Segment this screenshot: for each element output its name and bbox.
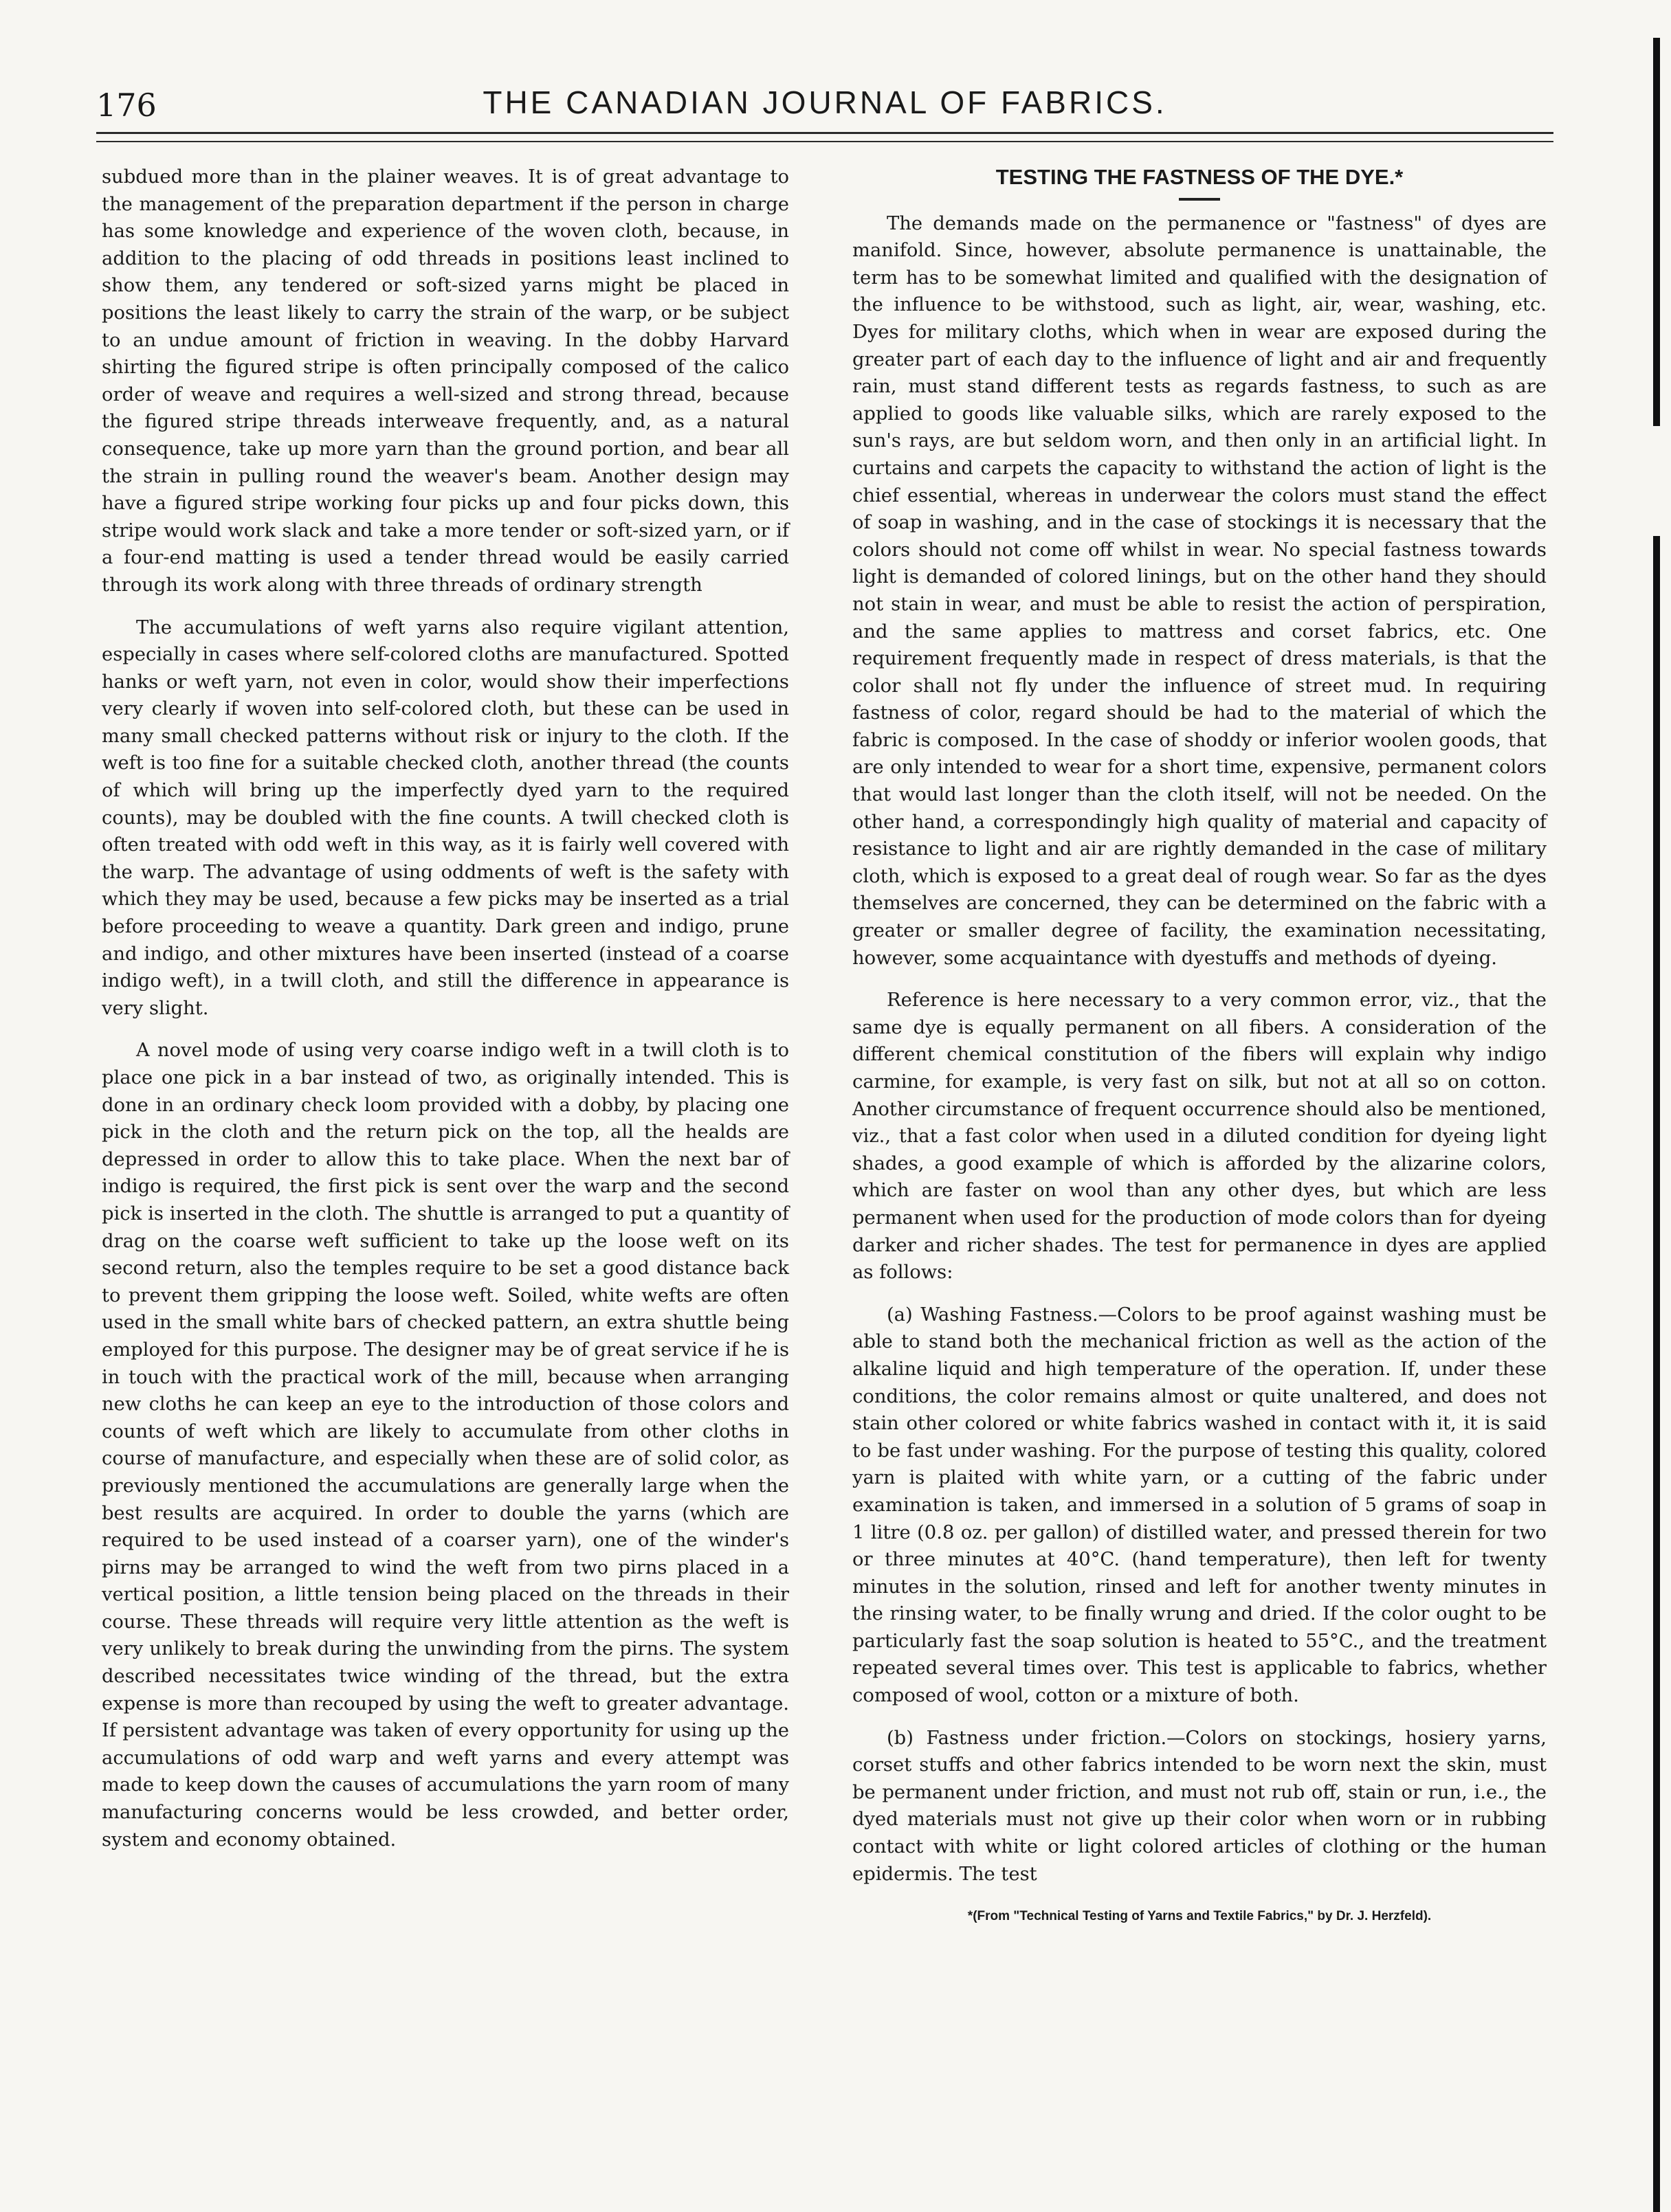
page-header bbox=[96, 81, 1553, 129]
page-edge-shadow bbox=[1653, 38, 1660, 2212]
page-number: 176 bbox=[96, 87, 157, 124]
paragraph: subdued more than in the plainer weaves. It is of great advantage to the management of the preparation department if the person in charge has some knowledge and experience of the woven cloth, because, in addition to the placing of odd threads in positions least inclined to show them, any tendered or soft-sized yarns might be placed in positions the least likely to carry the strain of the warp, or be subject to an undue amount of friction in weaving. In the dobby Harvard shirting the figured stripe is often principally composed of the calico order of weave and requires a well-sized and strong thread, because the figured stripe threads interweave frequently, and, as a natural consequence, take up more yarn than the ground portion, and bear all the strain in pulling round the weaver's beam. Another design may have a figured stripe working four picks up and four picks down, this stripe would work slack and take a more tender or soft-sized yarn, or if a four-end matting is used a tender thread would be easily carried through its work along with three threads of ordinary strength bbox=[102, 166, 789, 596]
footnote: *(From "Technical Testing of Yarns and Textile Fabrics," by Dr. J. Herzfeld). bbox=[967, 1909, 1432, 1924]
paragraph: (b) Fastness under friction.—Colors on stockings, hosiery yarns, corset stuffs and other fabrics intended to be worn next the skin, must be permanent under friction, and must not rub off, stain or run, i.e., the dyed materials must not give up their color when worn or in rubbing contact with white or light colored articles of clothing or the human epidermis. The test bbox=[852, 1727, 1547, 1885]
left-column bbox=[102, 164, 789, 1868]
title-divider bbox=[1179, 198, 1220, 201]
header-rule bbox=[96, 132, 1553, 134]
paragraph: (a) Washing Fastness.—Colors to be proof against washing must be able to stand both the mechanical friction as well as the action of the alkaline liquid and high temperature of the operation. If, under these conditions, the color remains almost or quite unaltered, and does not stain other colored or white fabrics washed in contact with it, it is said to be fast under washing. For the purpose of testing this quality, colored yarn is plaited with white yarn, or a cutting of the fabric under examination is taken, and immersed in a solution of 5 grams of soap in 1 litre (0.8 oz. per gallon) of distilled water, and pressed therein for two or three minutes at 40°C. (hand temperature), then left for twenty minutes in the solution, rinsed and left for another twenty minutes in the rinsing water, to be finally wrung and dried. If the color ought to be particularly fast the soap solution is heated to 55°C., and the treatment repeated several times over. This test is applicable to fabrics, whether composed of wool, cotton or a mixture of both. bbox=[852, 1304, 1547, 1707]
header-rule-thin bbox=[96, 141, 1553, 142]
paragraph: The demands made on the permanence or "fastness" of dyes are manifold. Since, however, absolute permanence is unattainable, the term has to be somewhat limited and qualified with the designation of the influence to be withstood, such as light, air, wear, washing, etc. Dyes for military cloths, which when in wear are exposed during the greater part of each day to the influence of light and air and frequently rain, must stand different tests as regards fastness, to such as are applied to goods like valuable silks, which are rarely exposed to the sun's rays, are but seldom worn, and then only in an artificial light. In curtains and carpets the capacity to withstand the action of light is the chief essential, whereas in underwear the colors must stand the effect of soap in washing, and in the case of stockings it is necessary that the colors should not come off whilst in wear. No special fastness towards light is demanded of colored linings, but on the other hand they should not stain in wear, and must be able to resist the action of perspiration, and the same applies to mattress and corset fabrics, etc. One requirement frequently made in respect of dress materials, is that the color shall not fly under the influence of street mud. In requiring fastness of color, regard should be had to the material of which the fabric is composed. In the case of shoddy or inferior woolen goods, that are only intended to wear for a short time, expensive, permanent colors that would last longer than the cloth itself, will not be needed. On the other hand, a correspondingly high quality of material and capacity of resistance to light and air are rightly demanded in the case of military cloth, which is exposed to a great deal of rough wear. So far as the dyes themselves are concerned, they can be determined on the fabric with a greater or smaller degree of facility, the examination necessitating, however, some acquaintance with dyestuffs and methods of dyeing. bbox=[852, 212, 1547, 969]
article-title: TESTING THE FASTNESS OF THE DYE.* bbox=[995, 165, 1404, 189]
page-edge-gap bbox=[1653, 426, 1660, 536]
right-column bbox=[852, 164, 1547, 1930]
paragraph: Reference is here necessary to a very common error, viz., that the same dye is equally permanent on all fibers. A consideration of the different chemical constitution of the fibers will explain why indigo carmine, for example, is very fast on silk, but not at all so on cotton. Another circumstance of frequent occurrence should also be mentioned, viz., that a fast color when used in a diluted condition for dyeing light shades, a good example of which is afforded by the alizarine colors, which are faster on wool than any other dyes, but which are less permanent when used for the production of mode colors than for dyeing darker and richer shades. The test for permanence in dyes are applied as follows: bbox=[852, 990, 1547, 1284]
paragraph: A novel mode of using very coarse indigo weft in a twill cloth is to place one pick in a bar instead of two, as originally intended. This is done in an ordinary check loom provided with a dobby, by placing one pick in the cloth and the return pick on the top, all the healds are depressed in order to allow this to take place. When the next bar of indigo is required, the first pick is sent over the warp and the second pick is inserted in the cloth. The shuttle is arranged to put a quantity of drag on the coarse weft sufficient to take up the loose weft on its second return, also the temples require to be set a good distance back to prevent them gripping the loose weft. Soiled, white wefts are often used in the small white bars of checked pattern, an extra shuttle being employed for this purpose. The designer may be of great service if he is in touch with the practical work of the mill, because when arranging new cloths he can keep an eye to the introduction of those colors and counts of weft which are likely to accumulate from other cloths in course of manufacture, and especially when these are of solid color, as previously mentioned the accumulations are generally large when the best results are acquired. In order to double the yarns (which are required to be used instead of a coarser yarn), one of the winder's pirns may be arranged to wind the weft from two pirns placed in a vertical position, a little tension being placed on the threads in their course. These threads will require very little attention as the weft is very unlikely to break during the unwinding from the pirns. The system described necessitates twice winding of the thread, but the extra expense is more than recouped by using the weft to greater advantage. If persistent advantage was taken of every opportunity for using up the accumulations of odd warp and weft yarns and every attempt was made to keep down the causes of accumulations the yarn room of many manufacturing concerns would be less crowded, and better order, system and economy obtained. bbox=[102, 1040, 790, 1851]
paragraph: The accumulations of weft yarns also require vigilant attention, especially in cases where self-colored cloths are manufactured. Spotted hanks or weft yarn, not even in color, would show their imperfections very clearly if woven into self-colored cloth, but these can be used in many small checked patterns without risk or injury to the cloth. If the weft is too fine for a suitable checked cloth, another thread (the counts of which will bring up the imperfectly dyed yarn to the required counts), may be doubled with the fine counts. A twill checked cloth is often treated with odd weft in this way, as it is fairly well covered with the warp. The advantage of using oddments of weft is the safety with which they may be used, because a few picks may be inserted as a trial before proceeding to weave a quantity. Dark green and indigo, prune and indigo, and other mixtures have been inserted (instead of a coarse indigo weft), in a twill cloth, and still the difference in appearance is very slight. bbox=[102, 616, 789, 1019]
journal-title: THE CANADIAN JOURNAL OF FABRICS. bbox=[483, 85, 1167, 120]
